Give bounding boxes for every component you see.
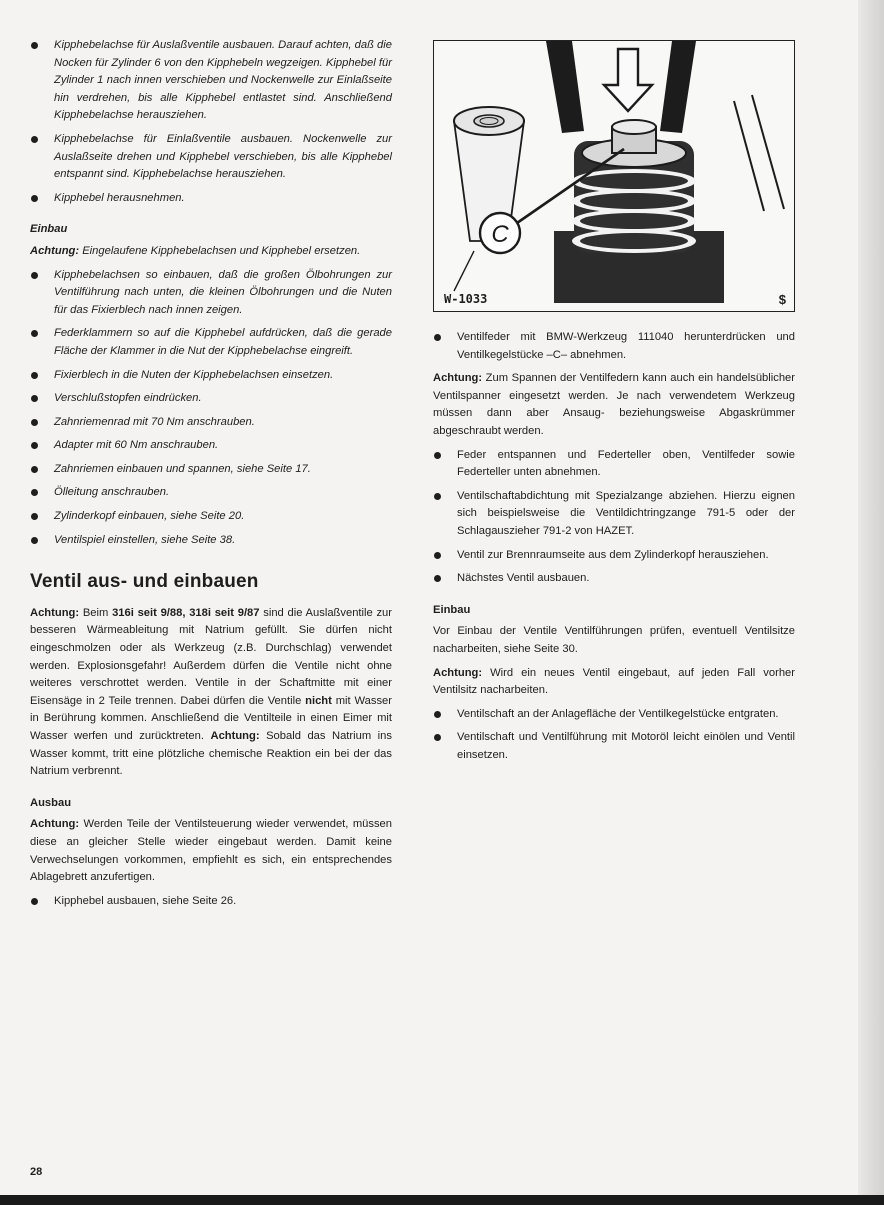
warning-text: Eingelaufene Kipphebelachsen und Kipphebel ersetzen. [79, 244, 361, 257]
tool-warning [433, 370, 795, 440]
list-item-text: Zahnriemenrad mit 70 Nm anschrauben. [54, 415, 255, 428]
left-column [30, 37, 392, 916]
paragraph-text: Beim [79, 606, 113, 619]
bullet-icon [31, 272, 38, 279]
einbau-warning [30, 243, 392, 261]
list-item-text: Ventilschaftabdichtung mit Spezialzange abziehen. Hierzu eignen sich beispielsweise die Ventildichtringzange 791-5 oder der Schlagauszieher 791-2 von HAZET. [457, 489, 795, 537]
list-item-text: Ventil zur Brennraumseite aus dem Zylinderkopf herausziehen. [457, 548, 769, 561]
list-item-text: Kipphebelachse für Einlaßventile ausbauen. Nockenwelle zur Auslaßseite drehen und Kipphebel verschieben, bis alle Kipphebel entspannt sind. Kipphebelachse herausziehen. [54, 132, 392, 181]
list-item [433, 706, 795, 724]
right-einbau-heading: Einbau [433, 603, 471, 616]
warning-label: Achtung: [210, 730, 260, 742]
list-item [30, 508, 392, 526]
callout-c-label: C [491, 221, 509, 248]
bullet-icon [31, 395, 38, 402]
list-item [30, 437, 392, 455]
scan-border [0, 1195, 884, 1205]
ausbau-steps-list [30, 893, 392, 911]
list-item-text: Zylinderkopf einbauen, siehe Seite 20. [54, 510, 245, 523]
paragraph-text: sind die Auslaßventile zur besseren Wärmeableitung mit Natrium gefüllt. Sie dürfen nicht eingeschmolzen oder als Werkzeug (z.B. Durchschlag) verwendet werden. Explosionsgefahr! Außerdem dürfen die Ventile nicht ohne weiteres verschrottet werden. Ventile in der Schaftmitte mit einer Eisensäge in 2 Teile trennen. Dabei dürfen die Ventile [30, 606, 392, 707]
bullet-icon [434, 493, 441, 500]
list-item [30, 484, 392, 502]
bullet-icon [434, 734, 441, 741]
removal-steps-list [30, 37, 392, 207]
page-edge [858, 0, 884, 1205]
bullet-icon [31, 136, 38, 143]
list-item [30, 461, 392, 479]
warning-text: Zum Spannen der Ventilfedern kann auch ein handelsüblicher Ventilspanner eingesetzt werden. Je nach verwendetem Werkzeug müssen dann aber Ansaug- beziehungsweise Abgaskrümmer abgeschraubt werden. [433, 372, 795, 437]
bullet-icon [31, 513, 38, 520]
list-item-text: Kipphebelachsen so einbauen, daß die großen Ölbohrungen zur Ventilführung nach unten, die kleinen Ölbohrungen und die Nuten für das Fixierblech nach innen zeigen. [54, 268, 392, 316]
valve-spring-illustration [434, 41, 794, 311]
list-item [30, 37, 392, 125]
bullet-icon [31, 442, 38, 449]
list-item-text: Zahnriemen einbauen und spannen, siehe Seite 17. [54, 462, 311, 475]
list-item-text: Ventilschaft und Ventilführung mit Motoröl leicht einölen und Ventil einsetzen. [457, 731, 795, 761]
bullet-icon [31, 466, 38, 473]
bullet-icon [31, 489, 38, 496]
list-item [30, 325, 392, 360]
section-title: Ventil aus- und einbauen [30, 571, 259, 593]
valve-removal-list [433, 447, 795, 588]
valve-spring-figure [433, 40, 795, 312]
bullet-icon [31, 898, 38, 905]
bullet-icon [434, 711, 441, 718]
list-item [30, 532, 392, 550]
list-item-text: Ventilfeder mit BMW-Werkzeug 111040 herunterdrücken und Ventilkegelstücke –C– abnehmen. [457, 331, 795, 361]
warning-label: Achtung: [433, 666, 483, 679]
list-item-text: Kipphebel herausnehmen. [54, 191, 185, 204]
paragraph-text: mit Wasser in Berührung kommen. Anschließend die Ventilteile in einen Eimer mit Wasser werfen und zurücktreten. [30, 694, 392, 742]
list-item [30, 190, 392, 208]
list-item [30, 893, 392, 911]
warning-text: Werden Teile der Ventilsteuerung wieder verwendet, müssen diese an gleicher Stelle wieder eingebaut werden. Damit keine Verwechselungen vorkommen, empfiehlt es sich, ein entsprechendes Ablagebrett anzufertigen. [30, 818, 392, 884]
bullet-icon [434, 452, 441, 459]
list-item-text: Nächstes Ventil ausbauen. [457, 572, 590, 585]
ausbau-warning [30, 816, 392, 886]
bullet-icon [434, 334, 441, 341]
intro-paragraph [30, 605, 392, 781]
einbau-heading: Einbau [30, 223, 68, 236]
warning-label: Achtung: [30, 244, 80, 257]
einbau-warning [433, 665, 795, 700]
figure-code: W-1033 [444, 292, 488, 306]
list-item [433, 447, 795, 482]
list-item-text: Fixierblech in die Nuten der Kipphebelachsen einsetzen. [54, 368, 334, 381]
list-item-text: Federklammern so auf die Kipphebel aufdrücken, daß die gerade Fläche der Klammer in die Nut der Kipphebelachse eingreift. [54, 327, 392, 357]
bullet-icon [31, 372, 38, 379]
valve-install-list [433, 706, 795, 765]
einbau-paragraph: Vor Einbau der Ventile Ventilführungen prüfen, eventuell Ventilsitze nacharbeiten, siehe Seite 30. [433, 625, 795, 655]
list-item-text: Kipphebel ausbauen, siehe Seite 26. [54, 894, 237, 907]
figure-corner-mark: $ [778, 292, 786, 307]
page-number: 28 [30, 1166, 43, 1178]
list-item-text: Kipphebelachse für Auslaßventile ausbauen. Darauf achten, daß die Nocken für Zylinder 6 von den Kipphebeln wegzeigen. Kipphebel für Zylinder 1 nach innen verschieben und Nockenwelle zur Einlaßseite hin verdrehen, bis alle Kipphebel entlastet sind. Anschließend Kipphebelachse herausziehen. [54, 39, 392, 122]
bullet-icon [31, 195, 38, 202]
warning-label: Achtung: [30, 818, 80, 831]
warning-label: Achtung: [30, 606, 80, 619]
ausbau-heading: Ausbau [30, 796, 72, 809]
bullet-icon [434, 552, 441, 559]
list-item-text: Ventilspiel einstellen, siehe Seite 38. [54, 533, 236, 546]
list-item [30, 267, 392, 320]
list-item [433, 547, 795, 565]
paragraph-text: Sobald das Natrium ins Wasser kommt, tritt eine plötzliche chemische Reaktion ein bei der das Natrium verbrennt. [30, 730, 392, 778]
bullet-icon [31, 537, 38, 544]
model-range: 316i seit 9/88, 318i seit 9/87 [112, 606, 260, 619]
warning-label: Achtung: [433, 372, 483, 385]
emphasis-text: nicht [305, 694, 332, 707]
list-item [433, 570, 795, 588]
warning-text: Wird ein neues Ventil eingebaut, auf jeden Fall vorher Ventilsitz nacharbeiten. [433, 666, 795, 697]
list-item [433, 488, 795, 541]
list-item-text: Verschlußstopfen eindrücken. [54, 392, 202, 405]
list-item-text: Ölleitung anschrauben. [54, 486, 170, 499]
list-item [433, 729, 795, 764]
bullet-icon [31, 330, 38, 337]
bullet-icon [31, 42, 38, 49]
spring-removal-list [433, 329, 795, 364]
list-item-text: Adapter mit 60 Nm anschrauben. [54, 439, 219, 452]
bullet-icon [31, 419, 38, 426]
list-item [30, 131, 392, 184]
list-item [30, 367, 392, 385]
list-item-text: Ventilschaft an der Anlagefläche der Ventilkegelstücke entgraten. [457, 707, 779, 720]
list-item [30, 390, 392, 408]
bullet-icon [434, 575, 441, 582]
right-column [433, 329, 795, 770]
list-item [433, 329, 795, 364]
list-item-text: Feder entspannen und Federteller oben, Ventilfeder sowie Federteller unten abnehmen. [457, 448, 795, 479]
installation-steps-list [30, 267, 392, 550]
list-item [30, 414, 392, 432]
